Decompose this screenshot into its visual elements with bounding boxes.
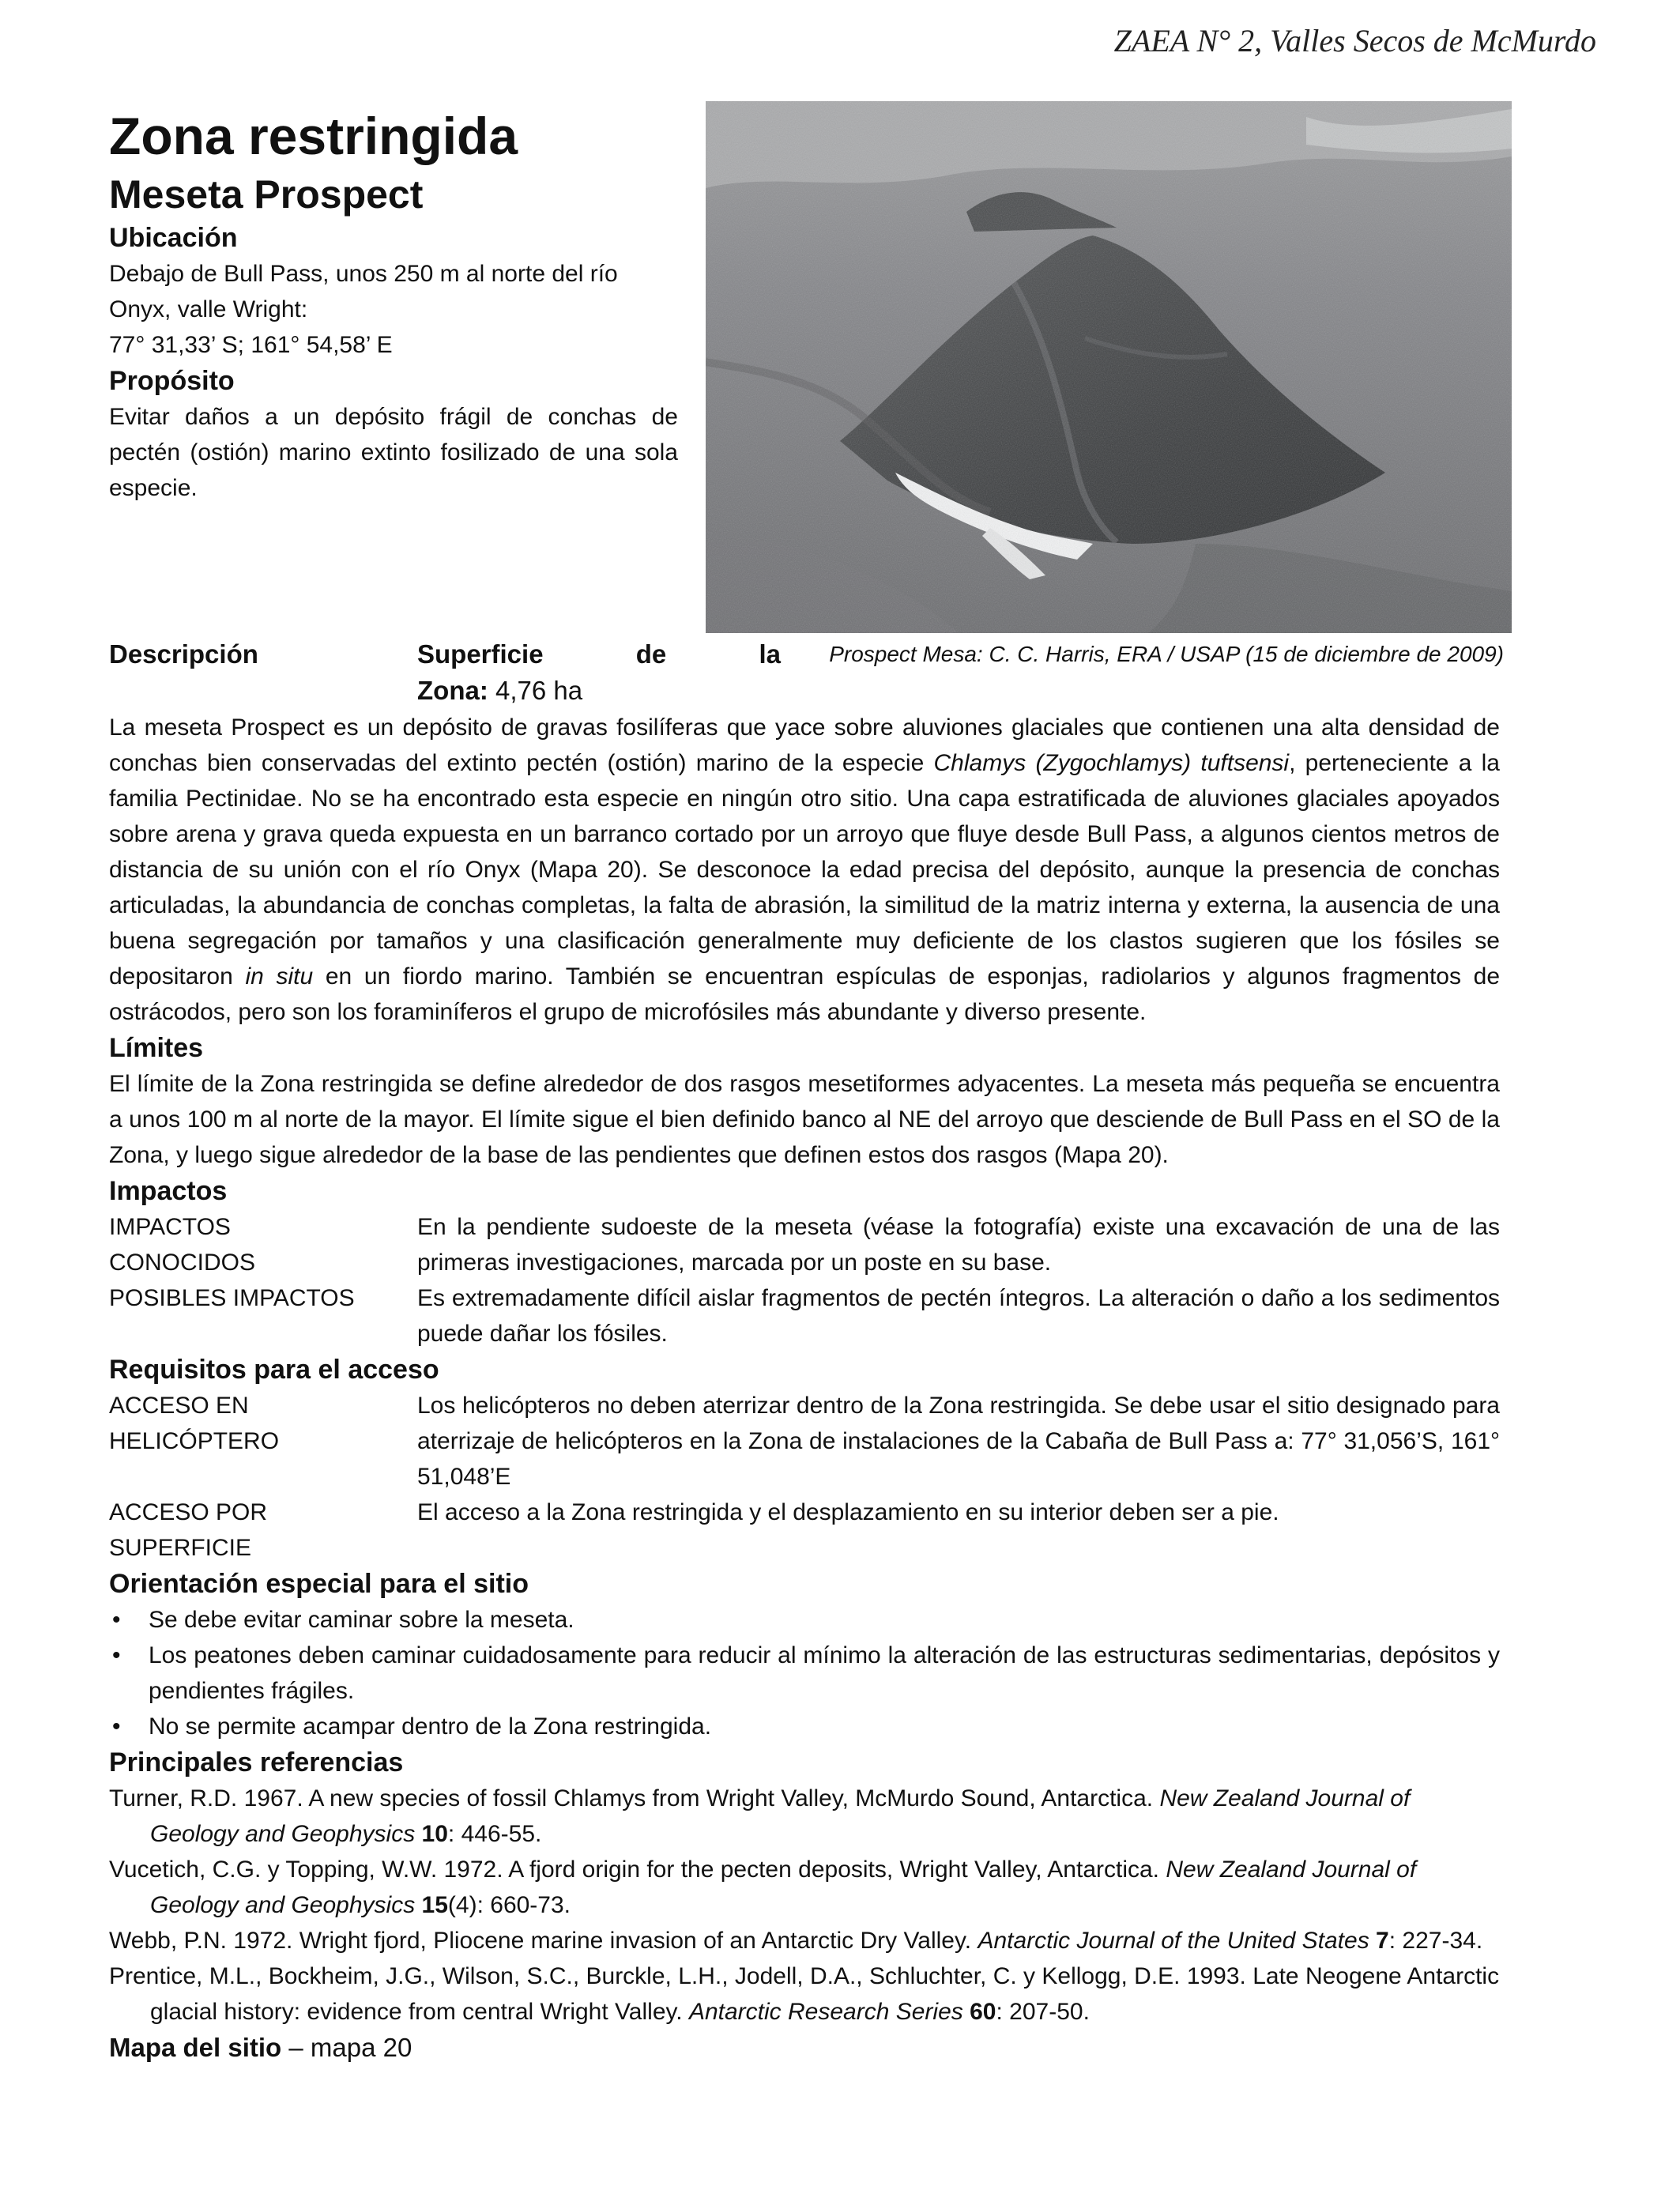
- zone-title: Zona restringida: [109, 107, 518, 165]
- mesa-landscape-image: [706, 101, 1512, 633]
- reference-journal: Antarctic Journal of the United States: [977, 1928, 1369, 1954]
- title-block: [109, 103, 678, 506]
- description-header-row: [109, 636, 1508, 709]
- impacts-label-known: IMPACTOS CONOCIDOS: [109, 1214, 256, 1276]
- reference-citation: Webb, P.N. 1972. Wright fjord, Pliocene marine invasion of an Antarctic Dry Valley.: [109, 1928, 978, 1954]
- impacts-heading: Impactos: [109, 1176, 228, 1206]
- map-reference: – mapa 20: [281, 2033, 412, 2062]
- description-part-1: La meseta Prospect es un depósito de gravas fosilíferas que yace sobre aluviones glaciales que contienen una alta densidad de conchas bien conservadas del extinto pectén (ostión) marino de la especie: [109, 714, 1500, 776]
- running-header: ZAEA N° 2, Valles Secos de McMurdo: [1113, 23, 1596, 58]
- purpose-text: Evitar daños a un depósito frágil de conchas de pectén (ostión) marino extinto fosilizado de una sola especie.: [109, 404, 678, 501]
- bullet-icon: •: [112, 1713, 121, 1740]
- reference-journal: Antarctic Research Series: [688, 1999, 963, 2025]
- reference-pages: : 227-34.: [1388, 1928, 1483, 1954]
- description-text: [109, 710, 1500, 1030]
- guidance-item-text: Se debe evitar caminar sobre la meseta.: [149, 1607, 574, 1633]
- reference-citation: Vucetich, C.G. y Topping, W.W. 1972. A fjord origin for the pecten deposits, Wright Valley, Antarctica.: [109, 1857, 1166, 1883]
- area-label-word-4: Zona:: [417, 676, 488, 705]
- references-heading: Principales referencias: [109, 1747, 404, 1777]
- area-label-line: [417, 636, 781, 673]
- site-map-line: [109, 2030, 1500, 2066]
- guidance-heading: Orientación especial para el sitio: [109, 1569, 529, 1599]
- access-label-surface: ACCESO POR SUPERFICIE: [109, 1499, 268, 1561]
- area-label-word-2: de: [635, 639, 667, 669]
- area-value: 4,76 ha: [495, 676, 583, 705]
- access-row-helicopter: [109, 1388, 1500, 1495]
- access-label-helicopter: ACCESO EN HELICÓPTERO: [109, 1393, 280, 1454]
- area-value-line: [417, 673, 781, 709]
- description-heading: Descripción: [109, 639, 258, 669]
- location-line-2: Onyx, valle Wright:: [109, 296, 308, 322]
- impacts-row-known: [109, 1209, 1500, 1280]
- bullet-icon: •: [112, 1607, 121, 1633]
- description-part-3: en un fiordo marino. También se encuentran espículas de esponjas, radiolarios y algunos fragmentos de ostrácodos, pero son los foraminíferos el grupo de microfósiles más abundante y diverso presente.: [109, 963, 1501, 1025]
- reference-volume: 10: [421, 1821, 448, 1847]
- impacts-label-possible: POSIBLES IMPACTOS: [109, 1285, 355, 1311]
- access-row-surface: [109, 1495, 1500, 1566]
- in-situ-term: in situ: [245, 963, 314, 990]
- reference-pages: : 446-55.: [447, 1821, 542, 1847]
- access-text-helicopter: Los helicópteros no deben aterrizar dentro de la Zona restringida. Se debe usar el sitio designado para aterrizaje de helicópteros en la Zona de instalaciones de la Cabaña de Bull Pass a: 77° 31,056’S, 161° 51,048’E: [417, 1393, 1500, 1490]
- main-content: [109, 710, 1500, 2066]
- site-photo: [706, 101, 1512, 633]
- reference-item: [109, 1923, 1500, 1958]
- list-item: [109, 1638, 1500, 1709]
- reference-journal: New Zealand Journal of Geology and Geophysics: [150, 1857, 1417, 1918]
- access-text-surface: El acceso a la Zona restringida y el desplazamiento en su interior deben ser a pie.: [417, 1499, 1279, 1525]
- reference-pages: : 207-50.: [996, 1999, 1090, 2025]
- reference-item: [109, 1781, 1500, 1852]
- access-heading: Requisitos para el acceso: [109, 1355, 439, 1385]
- impacts-row-possible: [109, 1280, 1500, 1351]
- reference-item: [109, 1958, 1500, 2030]
- reference-volume: 60: [970, 1999, 996, 2025]
- reference-volume: 7: [1376, 1928, 1389, 1954]
- site-title: Meseta Prospect: [109, 172, 424, 217]
- reference-volume: 15: [421, 1892, 448, 1918]
- reference-item: [109, 1852, 1500, 1923]
- guidance-item-text: Los peatones deben caminar cuidadosamente para reducir al mínimo la alteración de las estructuras sedimentarias, depósitos y pendientes frágiles.: [149, 1642, 1500, 1704]
- bullet-icon: •: [112, 1642, 121, 1668]
- purpose-heading: Propósito: [109, 366, 235, 396]
- photo-caption: Prospect Mesa: C. C. Harris, ERA / USAP (15 de diciembre de 2009): [829, 642, 1504, 666]
- location-line-1: Debajo de Bull Pass, unos 250 m al norte del río: [109, 261, 618, 287]
- list-item: [109, 1709, 1500, 1744]
- limits-text: El límite de la Zona restringida se define alrededor de dos rasgos mesetiformes adyacentes. La meseta más pequeña se encuentra a unos 100 m al norte de la mayor. El límite sigue el bien definido banco al NE del arroyo que desciende de Bull Pass en el SO de la Zona, y luego sigue alrededor de la base de las pendientes que definen estos dos rasgos (Mapa 20).: [109, 1071, 1500, 1168]
- map-heading: Mapa del sitio: [109, 2033, 282, 2062]
- description-part-2: , perteneciente a la familia Pectinidae. No se ha encontrado esta especie en ningún otro sitio. Una capa estratificada de aluviones glaciales apoyados sobre arena y grava queda expuesta en un barranco cortado por un arroyo que fluye desde Bull Pass, a algunos cientos metros de distancia de su unión con el río Onyx (Mapa 20). Se desconoce la edad precisa del depósito, aunque la presencia de conchas articuladas, la abundancia de conchas completas, la falta de abrasión, la similitud de la matriz interna y externa, la ausencia de una buena segregación por tamaños y una clasificación generalmente muy deficiente de los clastos sugieren que los fósiles se depositaron: [109, 750, 1500, 990]
- reference-citation: Prentice, M.L., Bockheim, J.G., Wilson, S.C., Burckle, L.H., Jodell, D.A., Schluchter, C. y Kellogg, D.E. 1993. Late Neogene Antarctic glacial history: evidence from central Wright Valley.: [109, 1963, 1500, 2025]
- reference-journal: New Zealand Journal of Geology and Geophysics: [150, 1785, 1411, 1847]
- location-heading: Ubicación: [109, 223, 238, 253]
- area-label-word-3: la: [759, 639, 781, 669]
- impacts-text-possible: Es extremadamente difícil aislar fragmentos de pectén íntegros. La alteración o daño a los sedimentos puede dañar los fósiles.: [417, 1285, 1500, 1347]
- guidance-item-text: No se permite acampar dentro de la Zona restringida.: [149, 1713, 712, 1740]
- reference-citation: Turner, R.D. 1967. A new species of fossil Chlamys from Wright Valley, McMurdo Sound, Antarctica.: [109, 1785, 1160, 1811]
- species-name: Chlamys (Zygochlamys) tuftsensi: [933, 750, 1290, 776]
- guidance-list: [109, 1602, 1500, 1744]
- area-block: [417, 636, 781, 709]
- list-item: [109, 1602, 1500, 1638]
- reference-pages: (4): 660-73.: [447, 1892, 571, 1918]
- limits-heading: Límites: [109, 1033, 204, 1063]
- location-coords: 77° 31,33’ S; 161° 54,58’ E: [109, 332, 393, 358]
- area-label-word-1: Superficie: [417, 639, 544, 669]
- impacts-text-known: En la pendiente sudoeste de la meseta (véase la fotografía) existe una excavación de una de las primeras investigaciones, marcada por un poste en su base.: [417, 1214, 1500, 1276]
